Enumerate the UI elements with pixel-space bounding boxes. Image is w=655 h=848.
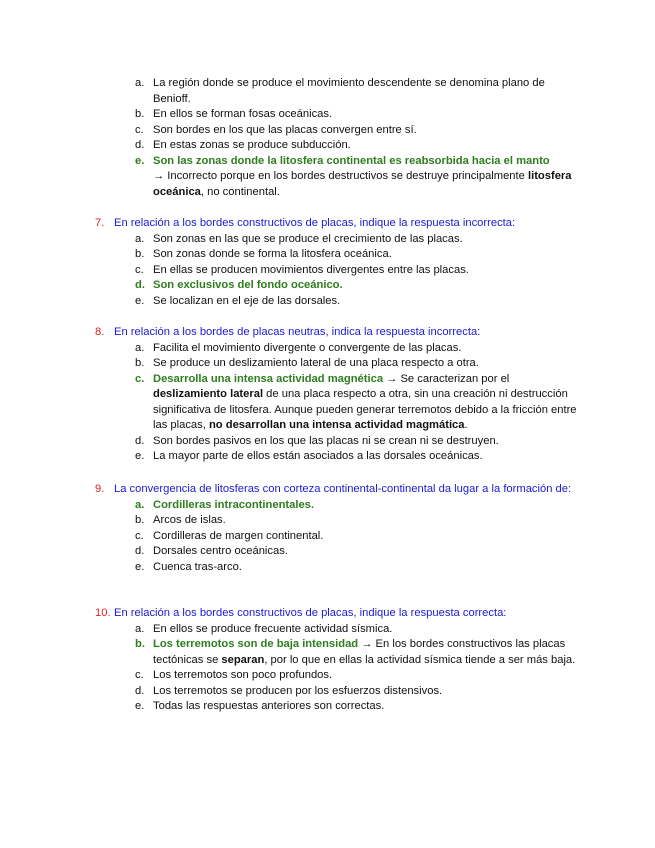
option-letter: c.: [135, 529, 144, 542]
option-10d: [0, 684, 579, 700]
option-letter: e.: [135, 154, 145, 167]
question-6-continuation: [0, 76, 655, 200]
option-6b: [0, 107, 579, 123]
option-letter: a.: [135, 622, 145, 635]
option-8c-correct: [0, 372, 579, 434]
option-letter: a.: [135, 341, 145, 354]
option-9b: [0, 513, 579, 529]
explanation-text: , no continental.: [200, 185, 280, 198]
option-10e: [0, 699, 579, 715]
option-8a: [0, 341, 579, 357]
question-text: En relación a los bordes de placas neutras, indica la respuesta incorrecta:: [114, 326, 481, 338]
option-text: Son bordes en los que las placas convergen entre sí.: [153, 123, 417, 136]
option-letter: e.: [135, 560, 145, 573]
option-10c: [0, 668, 579, 684]
option-7b: [0, 247, 579, 263]
option-8d: [0, 434, 579, 450]
option-letter: c.: [135, 263, 144, 276]
option-letter: b.: [135, 514, 145, 526]
option-text: Son exclusivos del fondo oceánico.: [153, 279, 343, 291]
option-text: La región donde se produce el movimiento descendente se denomina plano de Benioff.: [153, 77, 545, 105]
option-text: Los terremotos son de baja intensidad: [153, 638, 359, 650]
option-letter: d.: [135, 279, 145, 291]
question-10: [0, 606, 655, 715]
option-letter: a.: [135, 232, 145, 245]
option-text: Cuenca tras-arco.: [153, 560, 242, 573]
option-text: En ellos se forman fosas oceánicas.: [153, 108, 333, 120]
option-text: Cordilleras intracontinentales.: [153, 498, 315, 511]
question-text: En relación a los bordes constructivos de placas, indique la respuesta incorrecta:: [114, 217, 516, 229]
option-letter: a.: [135, 77, 145, 89]
explanation-text: de una placa respecto a otra, sin una creación ni destrucción significativa de litosfera. Aunque pueden generar terremotos debido a la fricción entre las placas,: [153, 388, 577, 431]
explanation-keyword: no desarrollan una intensa actividad magmática: [208, 419, 465, 431]
option-6a: [0, 76, 579, 107]
option-letter: b.: [135, 108, 145, 120]
option-text: Dorsales centro oceánicas.: [153, 545, 288, 557]
explanation-keyword: deslizamiento lateral: [153, 388, 264, 400]
option-text: En ellas se producen movimientos divergentes entre las placas.: [153, 263, 469, 276]
option-7a: [0, 232, 579, 248]
option-letter: c.: [135, 669, 144, 681]
option-6d: [0, 138, 579, 154]
question-number: 8.: [95, 326, 105, 338]
question-text: En relación a los bordes constructivos de placas, indique la respuesta correcta:: [114, 607, 507, 619]
option-letter: d.: [135, 434, 145, 447]
explanation-text: .: [464, 419, 468, 431]
question-8: [0, 325, 655, 465]
explanation-text: , por lo que en ellas la actividad sísmica tiende a ser más baja.: [264, 653, 576, 666]
option-letter: c.: [135, 372, 145, 385]
option-letter: e.: [135, 294, 145, 307]
option-10b-correct: [0, 637, 579, 668]
option-text: Desarrolla una intensa actividad magnética: [153, 372, 384, 385]
option-text: Se localizan en el eje de las dorsales.: [153, 294, 341, 307]
option-9c: [0, 529, 579, 545]
question-number: 9.: [95, 483, 105, 495]
option-text: Son las zonas donde la litosfera continental es reabsorbida hacia el manto: [153, 154, 550, 167]
option-letter: d.: [135, 139, 145, 151]
question-prompt: [0, 482, 584, 498]
question-prompt: [0, 325, 584, 341]
option-8e: [0, 449, 579, 465]
question-prompt: [0, 216, 584, 232]
option-7e: [0, 294, 579, 310]
question-text: La convergencia de litosferas con corteza continental-continental da lugar a la formación de:: [114, 483, 572, 495]
option-7c: [0, 263, 579, 279]
option-9d: [0, 544, 579, 560]
option-letter: d.: [135, 545, 145, 557]
question-number: 10.: [95, 607, 111, 619]
explanation-text: → Incorrecto porque en los bordes destructivos se destruye principalmente: [153, 170, 528, 182]
option-letter: b.: [135, 248, 145, 260]
option-text: Facilita el movimiento divergente o convergente de las placas.: [153, 341, 462, 354]
explanation-keyword: separan: [221, 653, 265, 666]
option-6e-correct: [0, 154, 579, 201]
option-letter: e.: [135, 700, 145, 712]
option-text: Los terremotos son poco profundos.: [153, 669, 333, 681]
option-letter: b.: [135, 638, 145, 650]
option-text: Los terremotos se producen por los esfuerzos distensivos.: [153, 684, 443, 697]
option-10a: [0, 622, 579, 638]
option-8b: [0, 356, 579, 372]
option-text: Son zonas en las que se produce el crecimiento de las placas.: [153, 232, 463, 245]
option-text: En ellos se produce frecuente actividad sísmica.: [153, 622, 393, 635]
option-text: Todas las respuestas anteriores son correctas.: [153, 700, 385, 712]
option-letter: c.: [135, 123, 144, 136]
option-letter: b.: [135, 357, 145, 369]
option-text: Arcos de islas.: [153, 514, 226, 526]
question-number: 7.: [95, 217, 105, 229]
option-text: Son bordes pasivos en los que las placas ni se crean ni se destruyen.: [153, 434, 499, 447]
option-letter: a.: [135, 498, 145, 511]
option-text: La mayor parte de ellos están asociados a las dorsales oceánicas.: [153, 450, 483, 462]
question-9: [0, 482, 655, 575]
explanation-text: → En los bordes constructivos las placas tectónicas se: [153, 638, 566, 666]
option-7d-correct: [0, 278, 579, 294]
option-letter: e.: [135, 450, 145, 462]
question-prompt: [0, 606, 584, 622]
option-text: Son zonas donde se forma la litosfera oceánica.: [153, 248, 392, 260]
explanation-keyword: litosfera oceánica: [153, 170, 572, 198]
option-9a-correct: [0, 498, 579, 514]
option-letter: d.: [135, 684, 145, 697]
option-text: En estas zonas se produce subducción.: [153, 139, 351, 151]
explanation-text: → Se caracterizan por el: [383, 372, 510, 385]
option-text: Cordilleras de margen continental.: [153, 529, 324, 542]
option-text: Se produce un deslizamiento lateral de una placa respecto a otra.: [153, 357, 479, 369]
option-6c: [0, 123, 579, 139]
option-9e: [0, 560, 579, 576]
question-7: [0, 216, 655, 309]
